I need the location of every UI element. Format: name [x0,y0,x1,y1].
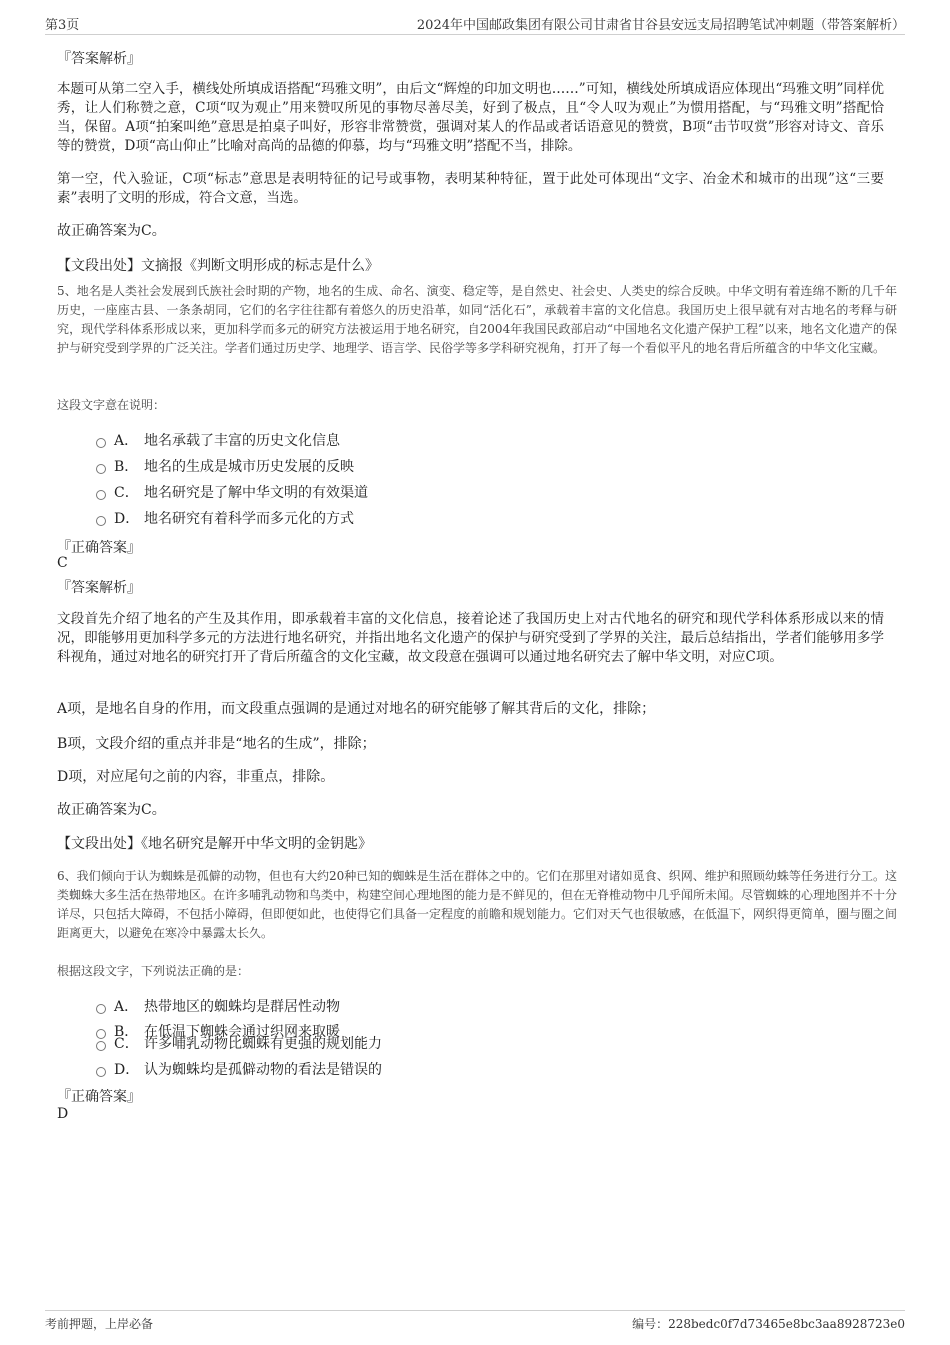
page-footer [45,1310,905,1334]
correct-answer-label: 『正确答案』 [57,540,141,556]
correct-answer: D [57,1106,69,1122]
question-stem: 6、我们倾向于认为蜘蛛是孤僻的动物，但也有大约20种已知的蜘蛛是生活在群体之中的。它们在那里对诸如觅食、织网、维护和照顾幼蛛等任务进行分工。这类蜘蛛大多生活在热带地区。在许多哺乳动物和鸟类中，构建空间心理地图的能力是不鲜见的，但在无脊椎动物中几乎闻所未闻。尽管蜘蛛的心理地图并不十分详尽，只包括大障碍，不包括小障碍，但即便如此，也使得它们具备一定程度的前瞻和规划能力。它们对天气也很敏感，在低温下，网织得更简单，圈与圈之间距离更大，以避免在寒冷中暴露太长久。 [57,869,898,940]
document-id: 编号：228bedc0f7d73465e8bc3aa8928723e0 [632,1317,905,1331]
analysis-note: A项，是地名自身的作用，而文段重点强调的是通过对地名的研究能够了解其背后的文化，排除； [57,701,656,717]
option-d[interactable]: D． 地名研究有着科学而多元化的方式 [96,508,354,530]
analysis-note: B项，文段介绍的重点并非是“地名的生成”，排除； [57,736,376,752]
option-d[interactable]: D． 认为蜘蛛均是孤僻动物的看法是错误的 [96,1059,382,1081]
analysis-paragraph: 文段首先介绍了地名的产生及其作用，即承载着丰富的文化信息，接着论述了我国历史上对古代地名的研究和现代学科体系形成以来的情况，即能够用更加科学多元的方法进行地名研究，并指出地名文化遗产的保护与研究受到了学界的关注，最后总结指出，学者们能够用多学科视角，通过对地名的研究打开了背后所蕴含的文化宝藏，故文段意在强调可以通过地名研究去了解中华文明，对应C项。 [57,611,884,665]
source-citation: 【文段出处】《地名研究是解开中华文明的金钥匙》 [57,836,372,852]
question-prompt: 这段文字意在说明： [57,398,166,412]
question-stem: 5、地名是人类社会发展到氏族社会时期的产物，地名的生成、命名、演变、稳定等，是自然史、社会史、人类史的综合反映。中华文明有着连绵不断的几千年历史，一座座古县、一条条胡同，它们的名字往往都有着悠久的历史沿革，如同“活化石”，承载着丰富的文化信息。我国历史上很早就有对古地名的考释与研究，现代学科体系形成以来，更加科学而多元的研究方法被运用于地名研究，自2004年我国民政部启动“中国地名文化遗产保护工程”以来，地名文化遗产的保护与研究受到学界的广泛关注。学者们通过历史学、地理学、语言学、民俗学等多学科研究视角，打开了每一个看似平凡的地名背后所蕴含的中华文化宝藏。 [57,284,897,355]
option-c[interactable]: C． 地名研究是了解中华文明的有效渠道 [96,482,368,504]
option-a[interactable]: A． 地名承载了丰富的历史文化信息 [96,430,340,452]
answer-conclusion: 故正确答案为C。 [57,802,166,818]
source-citation: 【文段出处】文摘报《判断文明形成的标志是什么》 [57,258,379,274]
option-b[interactable]: B． 地名的生成是城市历史发展的反映 [96,456,354,478]
question-prompt: 根据这段文字，下列说法正确的是： [57,964,250,978]
page-number: 第3页 [45,18,80,33]
analysis-paragraph: 本题可从第二空入手，横线处所填成语搭配“玛雅文明”，由后文“辉煌的印加文明也……”可知，横线处所填成语应体现出“玛雅文明”同样优秀，让人们称赞之意，C项“叹为观止”用来赞叹所见的事物尽善尽美，好到了极点，且“令人叹为观止”为惯用搭配，与“玛雅文明”搭配恰当，保留。A项“拍案叫绝”意思是拍桌子叫好，形容非常赞赏，强调对某人的作品或者话语意见的赞赏，B项“击节叹赏”形容对诗文、音乐等的赞赏，D项“高山仰止”比喻对高尚的品德的仰慕，均与“玛雅文明”搭配不当，排除。 [57,81,884,154]
radio-icon[interactable] [96,490,106,500]
document-title: 2024年中国邮政集团有限公司甘肃省甘谷县安远支局招聘笔试冲刺题（带答案解析） [416,18,905,33]
analysis-label: 『答案解析』 [57,580,141,596]
page-header [45,14,905,35]
option-b[interactable]: B． 在低温下蜘蛛会通过织网来取暖 [96,1021,340,1043]
answer-conclusion: 故正确答案为C。 [57,223,166,239]
radio-icon[interactable] [96,1067,106,1077]
analysis-note: D项，对应尾句之前的内容，非重点，排除。 [57,769,335,785]
radio-icon[interactable] [96,464,106,474]
footer-slogan: 考前押题，上岸必备 [45,1317,154,1331]
correct-answer-label: 『正确答案』 [57,1089,141,1105]
radio-icon[interactable] [96,438,106,448]
option-a[interactable]: A． 热带地区的蜘蛛均是群居性动物 [96,996,340,1018]
radio-icon[interactable] [96,1004,106,1014]
option-c[interactable]: C． 许多哺乳动物比蜘蛛有更强的规划能力 [96,1033,382,1055]
analysis-paragraph: 第一空，代入验证，C项“标志”意思是表明特征的记号或事物，表明某种特征，置于此处可体现出“文字、冶金术和城市的出现”这“三要素”表明了文明的形成，符合文意，当选。 [57,171,884,206]
analysis-label: 『答案解析』 [57,51,141,67]
radio-icon[interactable] [96,1041,106,1051]
radio-icon[interactable] [96,516,106,526]
correct-answer: C [57,555,68,571]
